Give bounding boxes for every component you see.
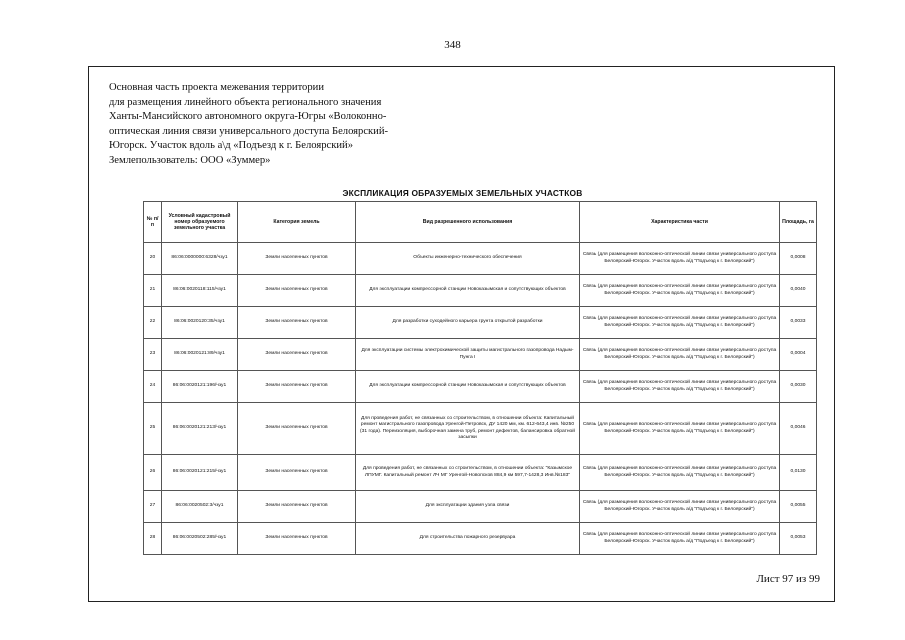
table-row (144, 243, 817, 275)
cell-cadastral: 86:06:0020121:215/чзу1 (162, 455, 238, 491)
cell-area: 0,0033 (780, 307, 817, 339)
cell-num: 21 (144, 275, 162, 307)
cell-category: Земли населенных пунктов (238, 339, 356, 371)
table-header-row (144, 202, 817, 243)
cell-num: 23 (144, 339, 162, 371)
header-line: Основная часть проекта межевания территории (109, 82, 324, 93)
cell-characteristic: Связь (для размещения волоконно-оптической линии связи универсального доступа Белоярский-Югорск. Участок вдоль а/д "Подъезд к г. Белоярский") (580, 491, 780, 523)
header-line: оптическая линия связи универсального доступа Белоярский- (109, 125, 389, 137)
cell-num: 22 (144, 307, 162, 339)
cell-use: Для эксплуатации компрессорной станции Новоказымская и сопутствующих объектов (356, 371, 580, 403)
cell-category: Земли населенных пунктов (238, 455, 356, 491)
cell-use: Объекты инженерно-технического обеспечения (356, 243, 580, 275)
cell-characteristic: Связь (для размещения волоконно-оптической линии связи универсального доступа Белоярский-Югорск. Участок вдоль а/д "Подъезд к г. Белоярский") (580, 455, 780, 491)
cell-cadastral: 86:06:0020121:196/чзу1 (162, 371, 238, 403)
column-header-characteristic: Характеристика части (580, 202, 780, 243)
cell-cadastral: 86:06:0020120:35/чзу1 (162, 307, 238, 339)
cell-use: Для проведения работ, не связанных со строительством, в отношении объекта: "Казымское ЛПУМГ. Капитальный ремонт ЛЧ МГ Уренгой-Новопсков 884,9 км 597,7-1428,3 Инв.№183" (356, 455, 580, 491)
column-header-num: № п/п (144, 202, 162, 243)
cell-use: Для эксплуатации компрессорной станции Новоказымская и сопутствующих объектов (356, 275, 580, 307)
cell-area: 0,0040 (780, 275, 817, 307)
cell-category: Земли населенных пунктов (238, 307, 356, 339)
header-line: Землепользователь: ООО «Зуммер» (109, 154, 271, 166)
cell-characteristic: Связь (для размещения волоконно-оптической линии связи универсального доступа Белоярский-Югорск. Участок вдоль а/д "Подъезд к г. Белоярский") (580, 307, 780, 339)
cell-use: Для разработки суходейного карьера грунта открытой разработки (356, 307, 580, 339)
cell-num: 25 (144, 403, 162, 455)
cell-area: 0,0030 (780, 371, 817, 403)
table-row (144, 523, 817, 555)
cell-cadastral: 86:06:0020502:3/чзу1 (162, 491, 238, 523)
cell-num: 28 (144, 523, 162, 555)
cell-category: Земли населенных пунктов (238, 275, 356, 307)
document-header (109, 81, 409, 169)
column-header-area: Площадь, га (780, 202, 817, 243)
cell-num: 24 (144, 371, 162, 403)
cell-cadastral: 86:06:0020121:89/чзу1 (162, 339, 238, 371)
cell-cadastral: 86:06:0020118:115/чзу1 (162, 275, 238, 307)
cell-area: 0,0053 (780, 523, 817, 555)
explication-table (143, 201, 817, 555)
cell-use: Для эксплуатации системы электрохимической защиты магистрального газопровода Надым-Пунга I (356, 339, 580, 371)
document-frame (88, 66, 835, 602)
cell-area: 0,0046 (780, 403, 817, 455)
cell-area: 0,0004 (780, 339, 817, 371)
header-line: для размещения линейного объекта регионального значения (109, 96, 382, 108)
column-header-use: Вид разрешенного использования (356, 202, 580, 243)
sheet-label: Лист 97 из 99 (756, 573, 820, 585)
table-row (144, 403, 817, 455)
table-row (144, 307, 817, 339)
table-row (144, 455, 817, 491)
cell-num: 20 (144, 243, 162, 275)
header-line: Югорск. Участок вдоль а\д «Подъезд к г. Белоярский» (109, 140, 353, 152)
table-title: ЭКСПЛИКАЦИЯ ОБРАЗУЕМЫХ ЗЕМЕЛЬНЫХ УЧАСТКОВ (342, 188, 583, 198)
column-header-category: Категория земель (238, 202, 356, 243)
cell-characteristic: Связь (для размещения волоконно-оптической линии связи универсального доступа Белоярский-Югорск. Участок вдоль а/д "Подъезд к г. Белоярский") (580, 523, 780, 555)
table-row (144, 371, 817, 403)
cell-category: Земли населенных пунктов (238, 371, 356, 403)
table-row (144, 339, 817, 371)
cell-area: 0,0130 (780, 455, 817, 491)
cell-num: 26 (144, 455, 162, 491)
cell-characteristic: Связь (для размещения волоконно-оптической линии связи универсального доступа Белоярский-Югорск. Участок вдоль а/д "Подъезд к г. Белоярский") (580, 243, 780, 275)
cell-cadastral: 86:06:0000000:6328/чзу1 (162, 243, 238, 275)
cell-category: Земли населенных пунктов (238, 491, 356, 523)
cell-use: Для строительства пожарного резервуара (356, 523, 580, 555)
cell-characteristic: Связь (для размещения волоконно-оптической линии связи универсального доступа Белоярский-Югорск. Участок вдоль а/д "Подъезд к г. Белоярский") (580, 371, 780, 403)
table-row (144, 275, 817, 307)
column-header-cadastral: Условный кадастровый номер образуемого земельного участка (162, 202, 238, 243)
cell-characteristic: Связь (для размещения волоконно-оптической линии связи универсального доступа Белоярский-Югорск. Участок вдоль а/д "Подъезд к г. Белоярский") (580, 275, 780, 307)
cell-characteristic: Связь (для размещения волоконно-оптической линии связи универсального доступа Белоярский-Югорск. Участок вдоль а/д "Подъезд к г. Белоярский") (580, 403, 780, 455)
cell-category: Земли населенных пунктов (238, 243, 356, 275)
cell-area: 0,0055 (780, 491, 817, 523)
table-row (144, 491, 817, 523)
cell-category: Земли населенных пунктов (238, 403, 356, 455)
page-number: 348 (444, 39, 461, 51)
cell-use: Для эксплуатации здания узла связи (356, 491, 580, 523)
cell-num: 27 (144, 491, 162, 523)
header-line: Ханты-Мансийского автономного округа-Югры «Волоконно- (109, 111, 387, 123)
cell-cadastral: 86:06:0020121:213/чзу1 (162, 403, 238, 455)
cell-category: Земли населенных пунктов (238, 523, 356, 555)
cell-area: 0,0008 (780, 243, 817, 275)
cell-use: Для проведения работ, не связанных со строительством, в отношении объекта: Капитальный ремонт магистрального газопровода Уренгой-Петровск, ДУ 1420 мм, км. 612-643,4 инв. №250 (31 года). Переизоляция, выборочная замена труб, ремонт дефектов, балансировка обратной засыпки (356, 403, 580, 455)
cell-characteristic: Связь (для размещения волоконно-оптической линии связи универсального доступа Белоярский-Югорск. Участок вдоль а/д "Подъезд к г. Белоярский") (580, 339, 780, 371)
cell-cadastral: 86:06:0020502:285/чзу1 (162, 523, 238, 555)
